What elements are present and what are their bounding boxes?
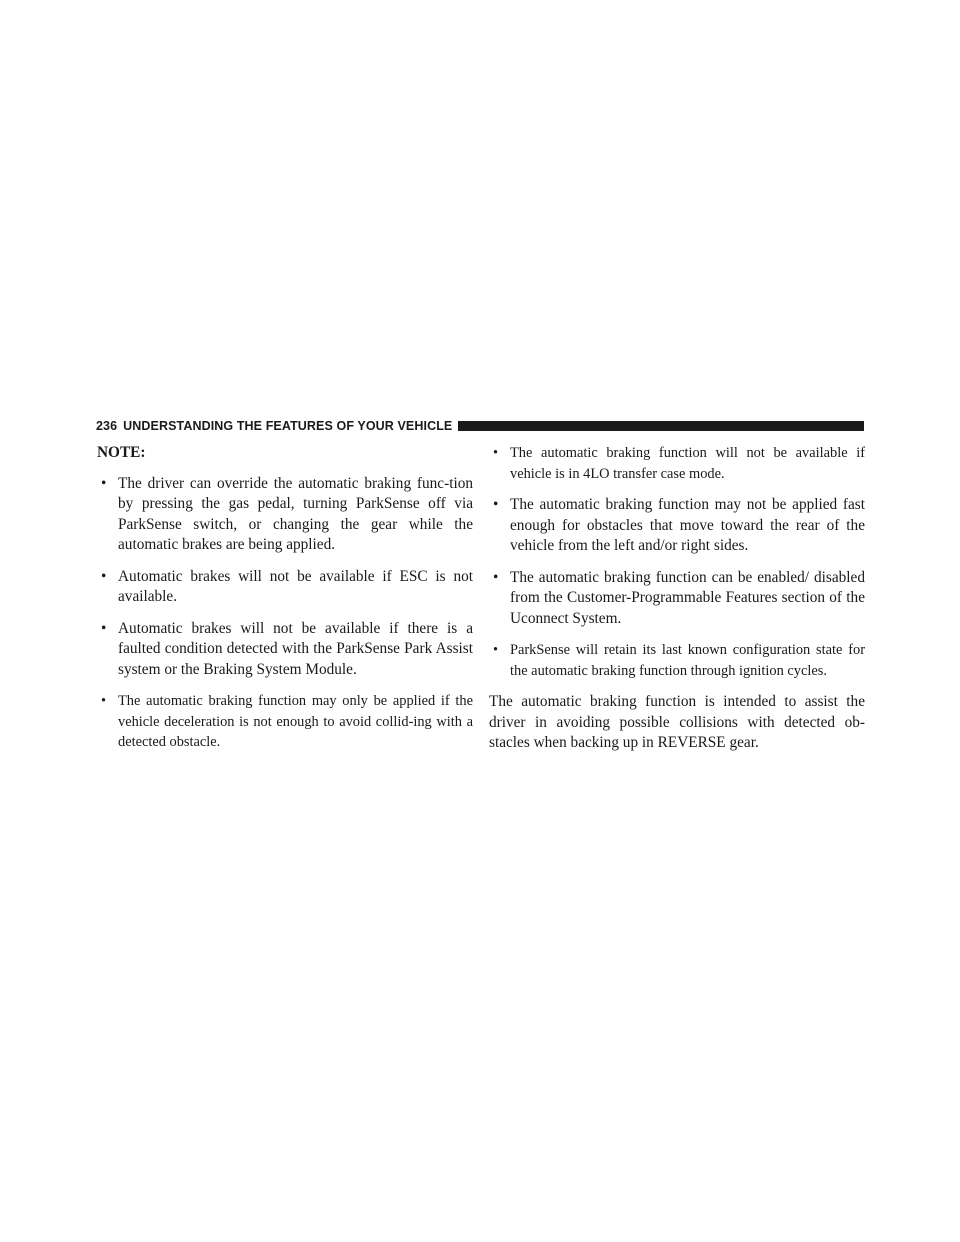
bullet-icon: • [101, 619, 107, 637]
page-number: 236 [96, 419, 118, 433]
list-item [489, 495, 865, 557]
body-paragraph: The automatic braking function is intended to assist the driver in avoiding possible collisions with detected ob-stacles when backing up in REVERSE gear. [489, 693, 865, 751]
note-label: NOTE: [97, 444, 146, 461]
list-item [97, 691, 473, 753]
list-item [97, 474, 473, 556]
list-item [489, 568, 865, 630]
bullet-icon: • [101, 693, 107, 709]
section-title: UNDERSTANDING THE FEATURES OF YOUR VEHICLE [123, 419, 453, 433]
right-column [489, 443, 865, 754]
list-item [489, 640, 865, 681]
list-item [97, 619, 473, 681]
bullet-icon: • [493, 568, 499, 586]
note-bullet-list [97, 474, 473, 753]
list-item-text: The driver can override the automatic braking func-tion by pressing the gas pedal, turning ParkSense off via ParkSense switch, or changing the gear while the automatic brakes are being applied. [118, 474, 473, 553]
note-bullet-list-continued [489, 443, 865, 681]
bullet-icon: • [493, 445, 499, 461]
list-item [489, 443, 865, 484]
list-item-text: Automatic brakes will not be available if there is a faulted condition detected with the ParkSense Park Assist system or the Braking System Module. [118, 619, 473, 678]
list-item-text: ParkSense will retain its last known configuration state for the automatic braking function through ignition cycles. [510, 642, 865, 679]
header-rule [458, 421, 864, 431]
bullet-icon: • [493, 496, 499, 513]
page-header [96, 418, 864, 434]
list-item-text: The automatic braking function may not be applied fast enough for obstacles that move toward the rear of the vehicle from the left and/or right sides. [510, 496, 865, 554]
list-item-text: The automatic braking function can be enabled/ disabled from the Customer-Programmable Features section of the Uconnect System. [510, 568, 865, 627]
bullet-icon: • [101, 567, 107, 585]
bullet-icon: • [101, 474, 107, 492]
left-column [97, 443, 473, 764]
list-item-text: The automatic braking function will not be available if vehicle is in 4LO transfer case mode. [510, 445, 865, 482]
bullet-icon: • [493, 642, 499, 658]
list-item-text: The automatic braking function may only be applied if the vehicle deceleration is not enough to avoid collid-ing with a detected obstacle. [118, 693, 473, 750]
list-item [97, 567, 473, 608]
list-item-text: Automatic brakes will not be available if ESC is not available. [118, 567, 473, 605]
